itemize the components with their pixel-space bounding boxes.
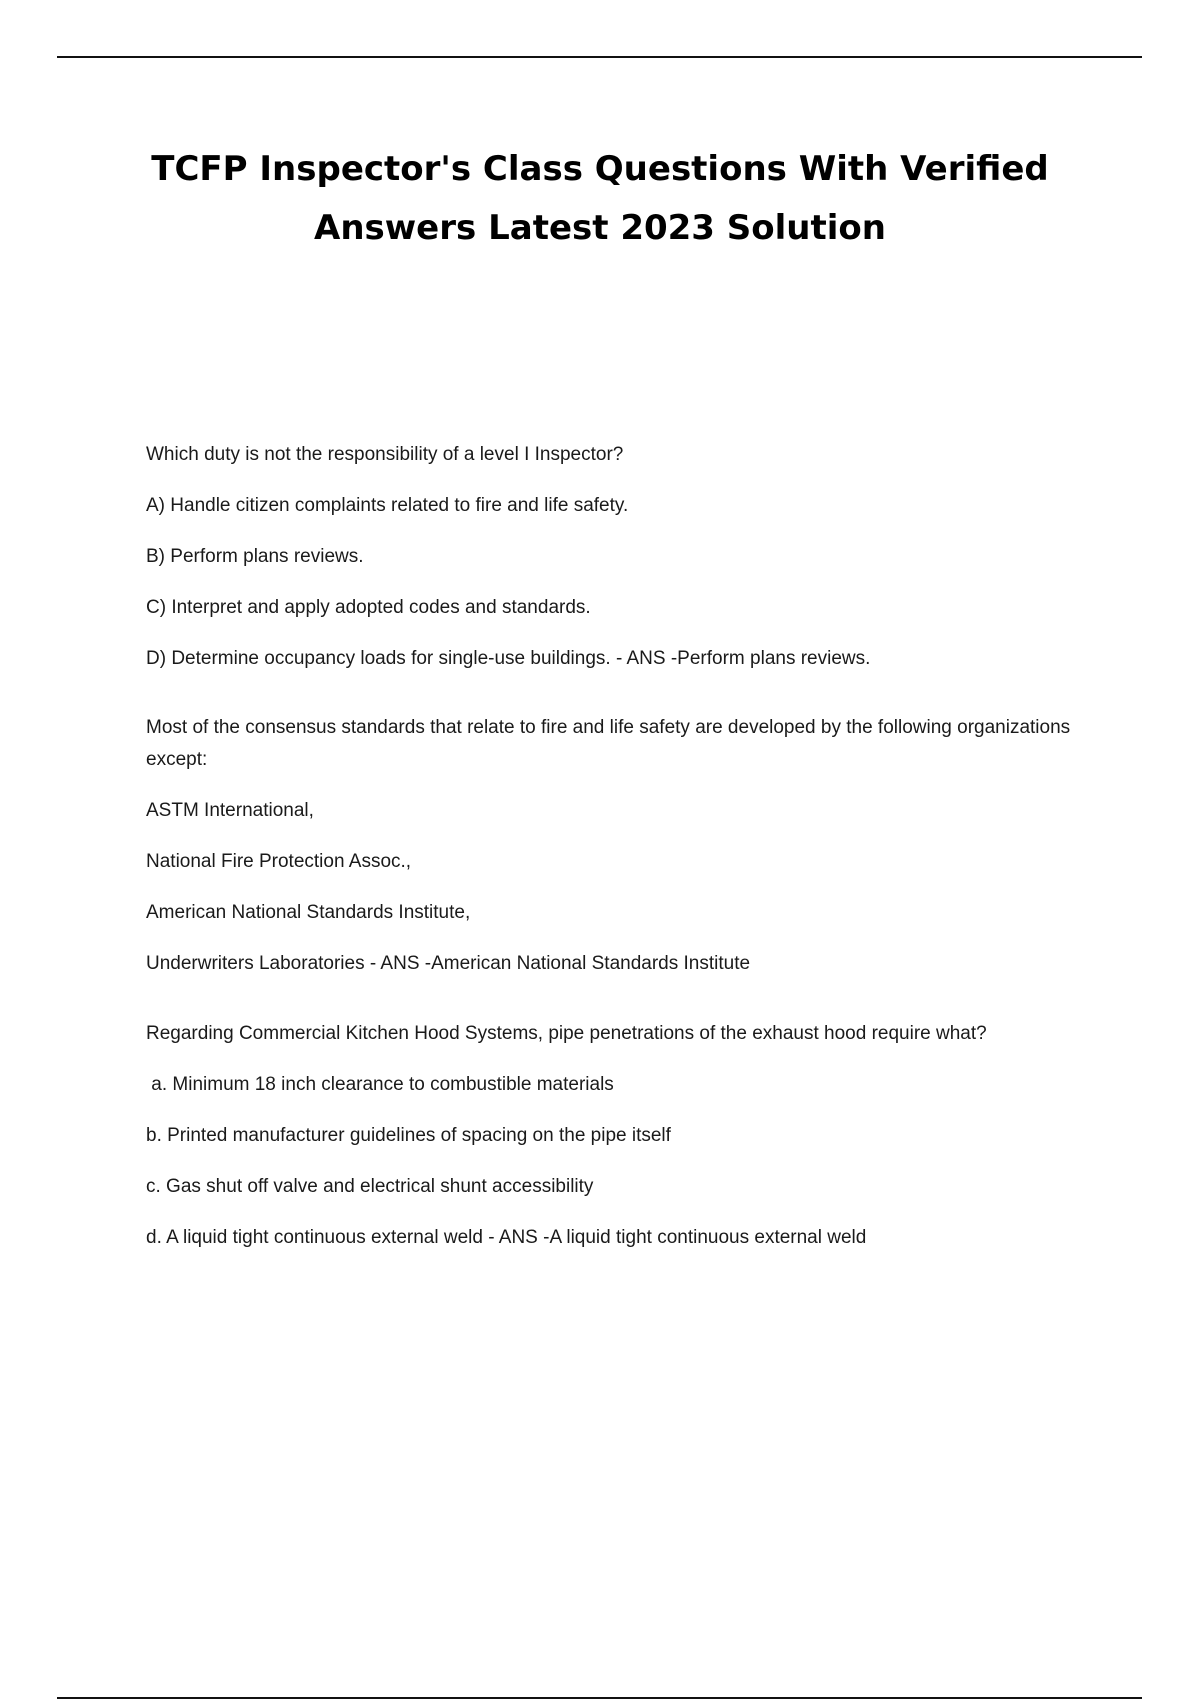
answer-option: A) Handle citizen complaints related to fire and life safety.	[146, 495, 629, 516]
answer-option: c. Gas shut off valve and electrical shunt accessibility	[146, 1176, 594, 1197]
answer-option: b. Printed manufacturer guidelines of spacing on the pipe itself	[146, 1125, 671, 1146]
question-block-1	[146, 438, 1086, 675]
answer-option: ASTM International,	[146, 800, 314, 821]
answer-option: American National Standards Institute,	[146, 902, 471, 923]
question-text: Which duty is not the responsibility of a level I Inspector?	[146, 444, 624, 465]
header-divider	[57, 56, 1142, 58]
answer-option: National Fire Protection Assoc.,	[146, 851, 412, 872]
answer-option: a. Minimum 18 inch clearance to combustible materials	[146, 1074, 614, 1095]
answer-option-with-answer: Underwriters Laboratories - ANS -American National Standards Institute	[146, 953, 751, 974]
answer-option: C) Interpret and apply adopted codes and standards.	[146, 597, 591, 618]
answer-option-with-answer: D) Determine occupancy loads for single-use buildings. - ANS -Perform plans reviews.	[146, 648, 871, 669]
question-text: Most of the consensus standards that relate to fire and life safety are developed by the following organizations except:	[146, 717, 1071, 770]
document-title: TCFP Inspector's Class Questions With Verified Answers Latest 2023 Solution	[151, 149, 1049, 248]
answer-option-with-answer: d. A liquid tight continuous external weld - ANS -A liquid tight continuous external weld	[146, 1227, 867, 1248]
question-text: Regarding Commercial Kitchen Hood Systems, pipe penetrations of the exhaust hood require what?	[146, 1023, 987, 1044]
footer-divider	[57, 1697, 1142, 1699]
question-block-2	[146, 712, 1086, 980]
question-block-3	[146, 1017, 1086, 1254]
answer-option: B) Perform plans reviews.	[146, 546, 364, 567]
question-list	[146, 438, 1086, 1254]
